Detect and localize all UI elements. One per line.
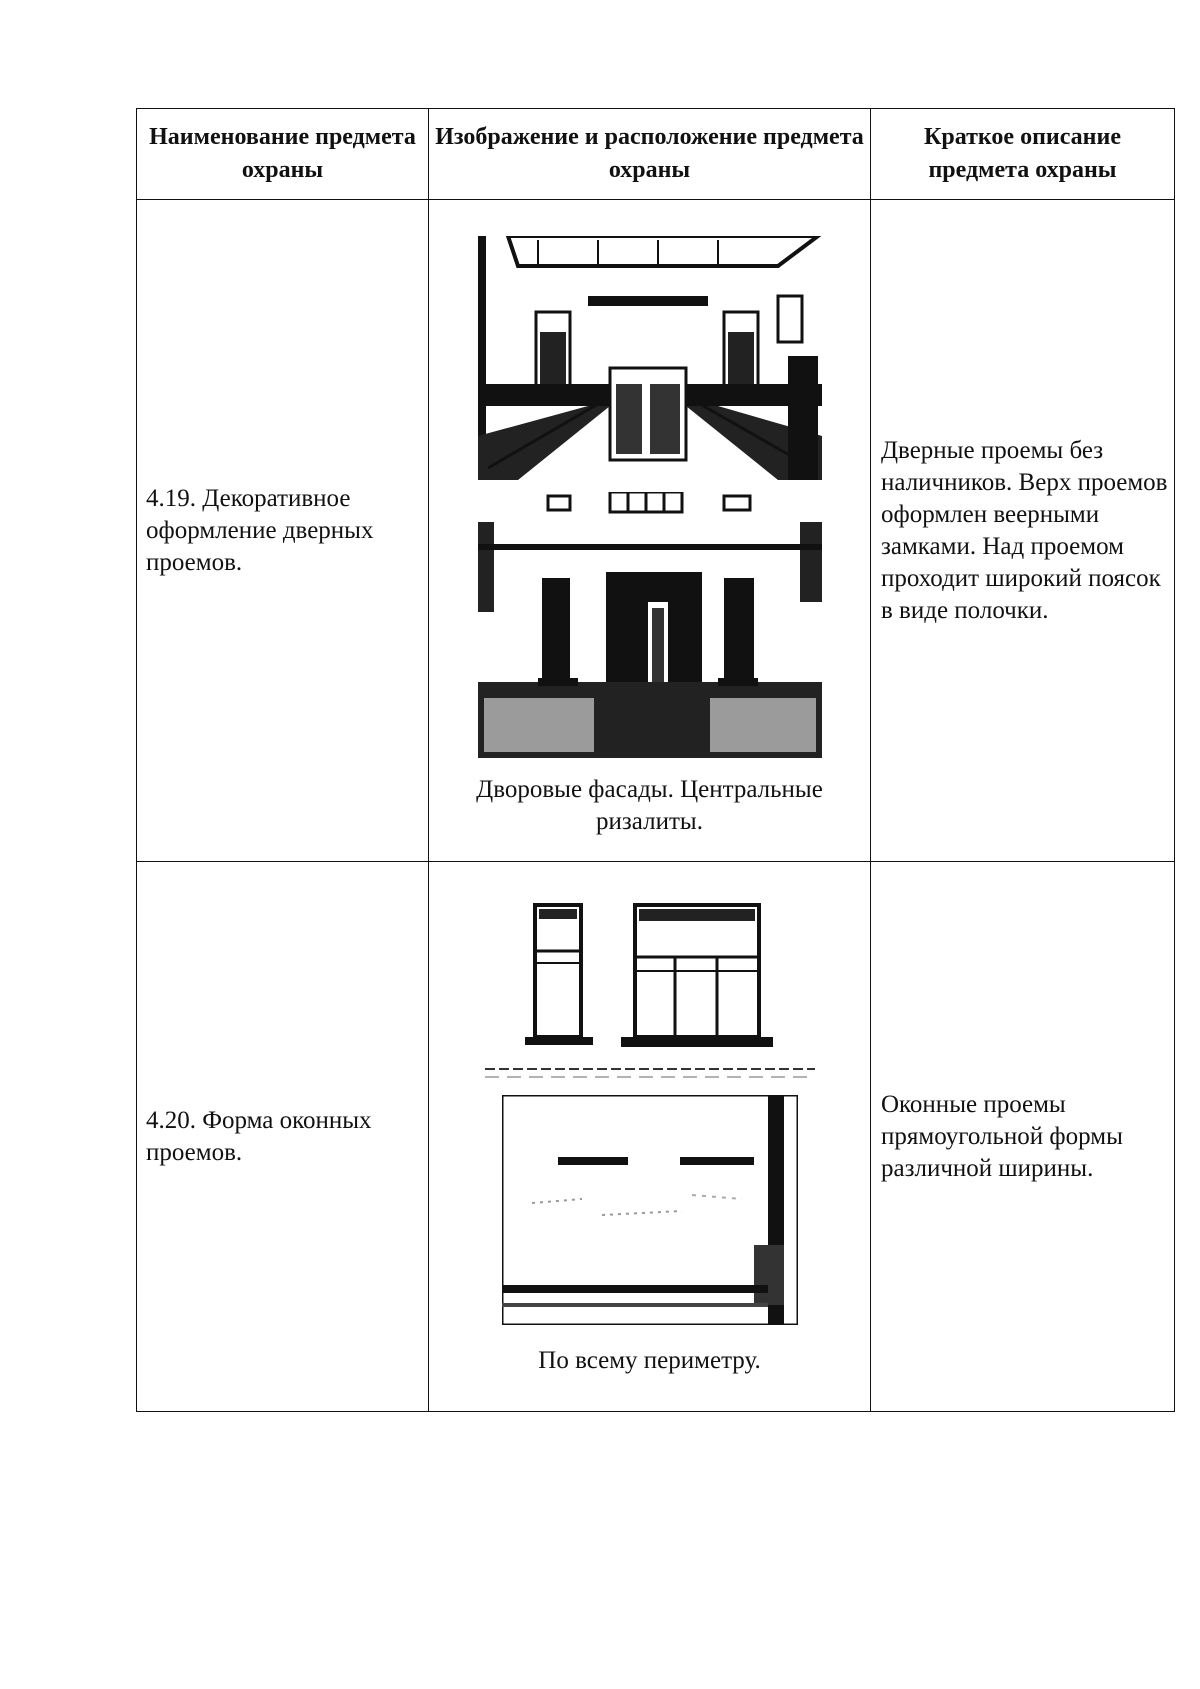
- row-description: Дверные проемы без наличников. Верх проемов оформлен веерными замками. Над проемом проходит широкий поясок в виде полочки.: [871, 200, 1175, 862]
- row-image-cell: [429, 200, 871, 862]
- windows-photo-upper: [485, 901, 815, 1081]
- table-row: [137, 200, 1175, 862]
- row-image-cell: [429, 862, 871, 1412]
- header-image: Изображение и расположение предмета охраны: [429, 109, 871, 200]
- facade-photo-upper: [478, 236, 822, 480]
- header-name: Наименование предмета охраны: [137, 109, 429, 200]
- protection-table: [136, 108, 1175, 1412]
- table-row: [137, 862, 1175, 1412]
- image-caption: Дворовые фасады. Центральные ризалиты.: [476, 775, 823, 835]
- row-description: Оконные проемы прямоугольной формы различной ширины.: [871, 862, 1175, 1412]
- facade-photo-lower: [478, 492, 822, 758]
- table-header-row: [137, 109, 1175, 200]
- image-caption: По всему периметру.: [538, 1346, 761, 1374]
- wall-photo-lower: [502, 1095, 798, 1325]
- row-name: 4.20. Форма оконных проемов.: [137, 862, 429, 1412]
- header-description: Краткое описание предмета охраны: [871, 109, 1175, 200]
- row-name: 4.19. Декоративное оформление дверных проемов.: [137, 200, 429, 862]
